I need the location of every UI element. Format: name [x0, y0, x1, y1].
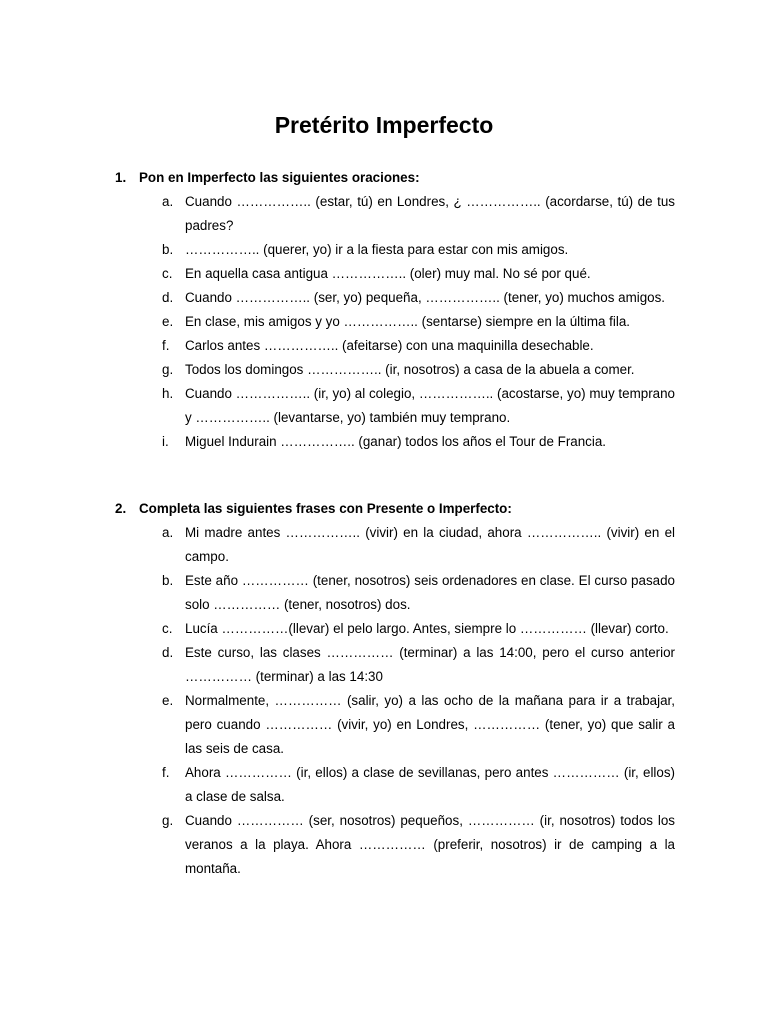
item-letter: c.	[162, 266, 173, 281]
exercise-item	[115, 238, 675, 262]
exercise-item	[115, 382, 675, 430]
exercise-list	[115, 521, 675, 881]
exercise-item	[115, 761, 675, 809]
exercise-item	[115, 190, 675, 238]
item-text: Cuando …………… (ser, nosotros) pequeños, …………… (ir, nosotros) todos los veranos a la playa. Ahora …………… (preferir, nosotros) ir de camping a la montaña.	[185, 813, 675, 876]
exercise-item	[115, 310, 675, 334]
item-text: Lucía ……………(llevar) el pelo largo. Antes, siempre lo …………… (llevar) corto.	[185, 621, 669, 636]
item-text: …………….. (querer, yo) ir a la fiesta para estar con mis amigos.	[185, 242, 569, 257]
section-heading	[115, 497, 675, 521]
item-letter: b.	[162, 573, 174, 588]
item-letter: i.	[162, 434, 169, 449]
item-text: Cuando …………….. (ir, yo) al colegio, …………….. (acostarse, yo) muy temprano y …………….. (levantarse, yo) también muy temprano.	[185, 386, 675, 425]
document-title: Pretérito Imperfecto	[274, 112, 494, 138]
item-letter: d.	[162, 290, 174, 305]
exercise-list	[115, 190, 675, 454]
item-text: En clase, mis amigos y yo …………….. (sentarse) siempre en la última fila.	[185, 314, 631, 329]
exercise-item	[115, 521, 675, 569]
section-number: 2.	[115, 501, 127, 516]
item-text: Ahora …………… (ir, ellos) a clase de sevillanas, pero antes …………… (ir, ellos) a clase de salsa.	[185, 765, 675, 804]
item-letter: c.	[162, 621, 173, 636]
item-text: Todos los domingos …………….. (ir, nosotros) a casa de la abuela a comer.	[185, 362, 635, 377]
item-letter: e.	[162, 314, 174, 329]
item-letter: g.	[162, 813, 174, 828]
item-letter: h.	[162, 386, 174, 401]
exercise-item	[115, 262, 675, 286]
item-letter: a.	[162, 525, 174, 540]
item-text: Mi madre antes …………….. (vivir) en la ciudad, ahora …………….. (vivir) en el campo.	[185, 525, 675, 564]
exercise-item	[115, 809, 675, 881]
item-text: Normalmente, …………… (salir, yo) a las ocho de la mañana para ir a trabajar, pero cuando …………… (vivir, yo) en Londres, …………… (tener, yo) que salir a las seis de casa.	[185, 693, 675, 756]
exercise-item	[115, 334, 675, 358]
item-letter: d.	[162, 645, 174, 660]
exercise-item	[115, 286, 675, 310]
section-heading	[115, 166, 675, 190]
exercise-item	[115, 641, 675, 689]
item-text: Cuando …………….. (estar, tú) en Londres, ¿ …………….. (acordarse, tú) de tus padres?	[185, 194, 675, 233]
item-text: Carlos antes …………….. (afeitarse) con una maquinilla desechable.	[185, 338, 594, 353]
item-text: Este curso, las clases …………… (terminar) a las 14:00, pero el curso anterior …………… (terminar) a las 14:30	[185, 645, 675, 684]
section-instruction: Completa las siguientes frases con Presente o Imperfecto:	[139, 501, 512, 516]
exercise-item	[115, 569, 675, 617]
section-number: 1.	[115, 170, 127, 185]
item-letter: e.	[162, 693, 174, 708]
exercise-item	[115, 689, 675, 761]
exercise-item	[115, 358, 675, 382]
exercise-item	[115, 617, 675, 641]
item-letter: b.	[162, 242, 174, 257]
item-text: Miguel Indurain …………….. (ganar) todos los años el Tour de Francia.	[185, 434, 607, 449]
exercise-item	[115, 430, 675, 454]
item-letter: a.	[162, 194, 174, 209]
exercise-section-2	[115, 497, 675, 881]
section-instruction: Pon en Imperfecto las siguientes oraciones:	[139, 170, 420, 185]
item-letter: f.	[162, 765, 170, 780]
exercise-section-1	[115, 166, 675, 454]
item-text: Este año …………… (tener, nosotros) seis ordenadores en clase. El curso pasado solo …………… (tener, nosotros) dos.	[185, 573, 675, 612]
item-letter: g.	[162, 362, 174, 377]
item-text: Cuando …………….. (ser, yo) pequeña, …………….. (tener, yo) muchos amigos.	[185, 290, 666, 305]
item-text: En aquella casa antigua …………….. (oler) muy mal. No sé por qué.	[185, 266, 591, 281]
item-letter: f.	[162, 338, 170, 353]
